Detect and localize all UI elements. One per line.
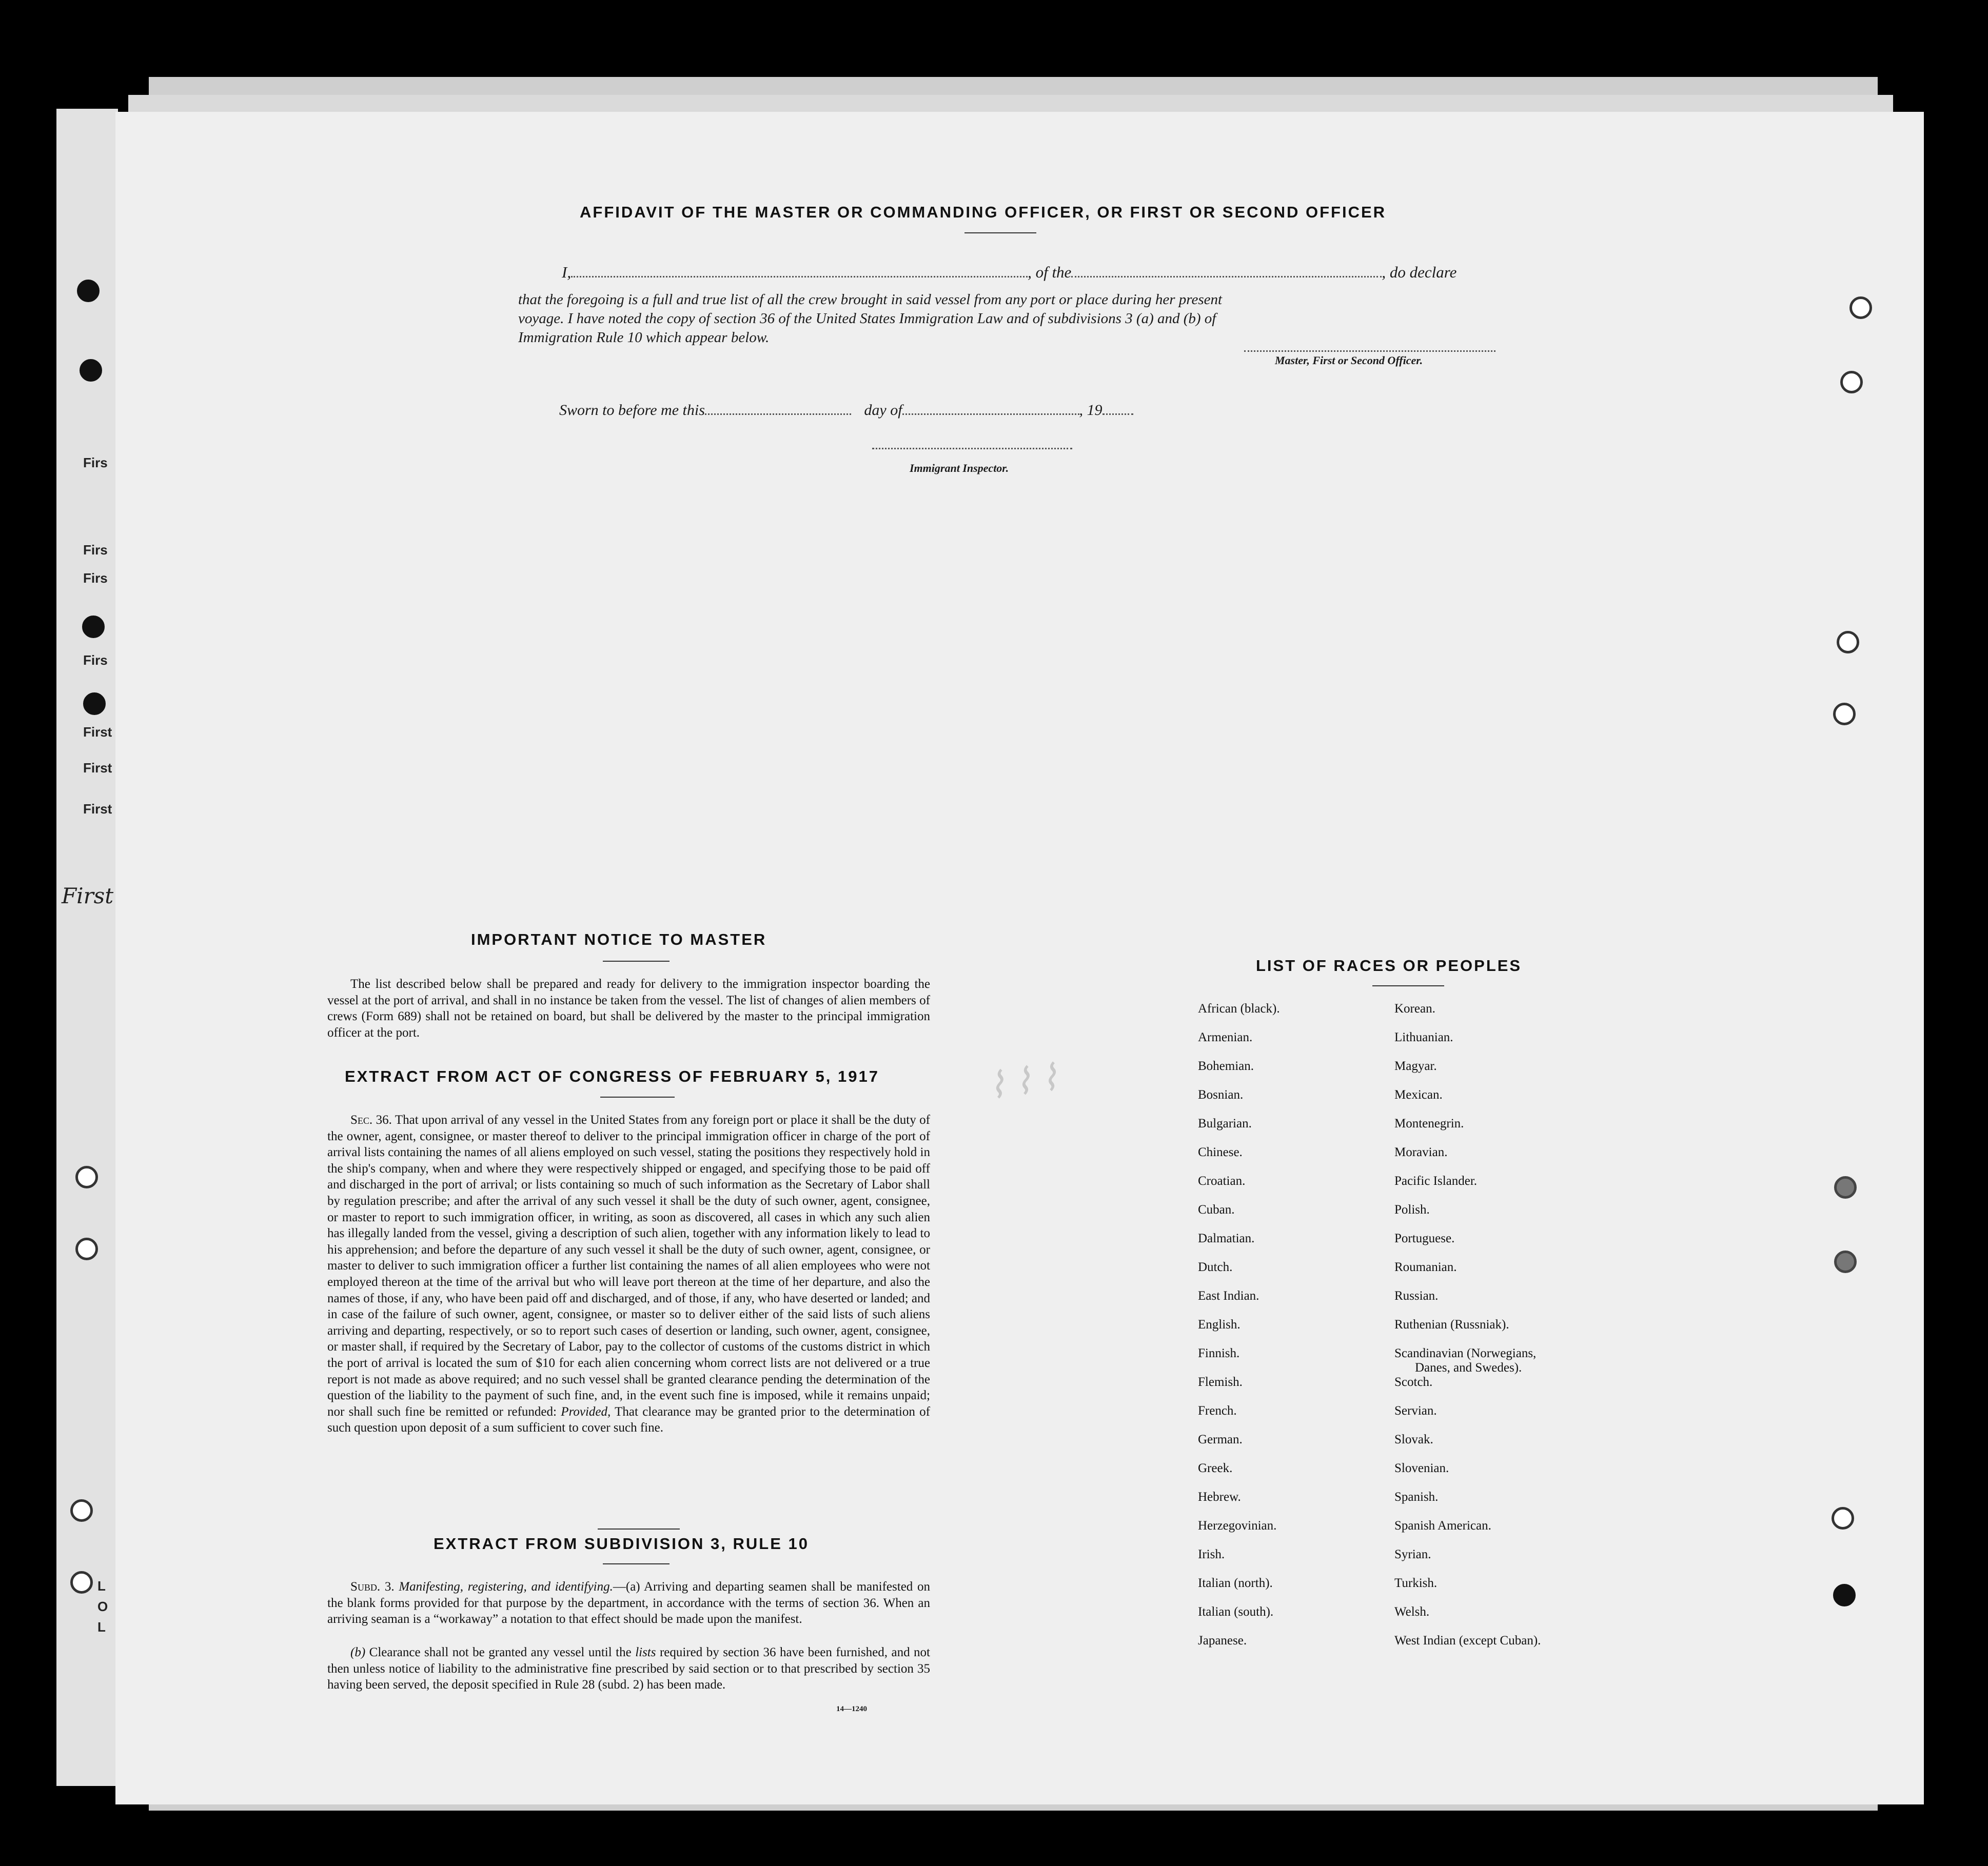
margin-first-label: Firs xyxy=(83,570,108,586)
para-b-text: Clearance shall not be granted any vessel until the xyxy=(369,1645,632,1659)
provided-word: Provided, xyxy=(561,1404,611,1419)
act-end-rule xyxy=(598,1528,680,1530)
binding-hole-icon xyxy=(1834,1250,1857,1273)
form-number: 14—1240 xyxy=(836,1705,867,1713)
bleed-through-mark: ⌇ ⌇ ⌇ xyxy=(985,1058,1061,1107)
signature-caption: Master, First or Second Officer. xyxy=(1275,354,1423,367)
race-item: Danes, and Swedes). xyxy=(1415,1361,1522,1375)
inspector-caption: Immigrant Inspector. xyxy=(910,462,1009,474)
race-item: Japanese. xyxy=(1198,1634,1247,1647)
signature-line[interactable] xyxy=(1244,350,1495,352)
rule-extract-para-a xyxy=(327,1579,930,1627)
affidavit-declaration-line xyxy=(562,263,1456,282)
affidavit-line: voyage. I have noted the copy of section 36 of the United States Immigration Law and of subdivisions 3 (a) and (b) of xyxy=(518,310,1216,327)
margin-handwritten-first: First xyxy=(62,883,114,908)
race-item: Italian (north). xyxy=(1198,1576,1273,1590)
subd-label: Subd. 3. xyxy=(350,1580,395,1594)
race-item: Polish. xyxy=(1394,1203,1430,1217)
binding-hole-icon xyxy=(1834,1176,1857,1199)
race-item: Syrian. xyxy=(1394,1547,1431,1561)
affidavit-line: Immigration Rule 10 which appear below. xyxy=(518,329,770,346)
sworn-line xyxy=(559,402,1133,419)
sworn-month-field[interactable] xyxy=(902,413,1079,415)
sworn-year-field[interactable] xyxy=(1103,413,1133,415)
margin-letter: L xyxy=(97,1619,106,1635)
binding-hole-icon xyxy=(80,359,102,382)
declaration-i: I, xyxy=(562,263,572,281)
rule-extract-para-b xyxy=(327,1644,930,1693)
sworn-year: , 19 xyxy=(1079,402,1103,419)
binding-hole-icon xyxy=(1832,1507,1854,1530)
race-item: Bulgarian. xyxy=(1198,1117,1252,1130)
rule-extract-title: EXTRACT FROM SUBDIVISION 3, RULE 10 xyxy=(434,1535,809,1553)
binding-hole-icon xyxy=(1833,703,1856,725)
act-extract-title: EXTRACT FROM ACT OF CONGRESS OF FEBRUARY 5, 1917 xyxy=(345,1067,879,1085)
race-item: German. xyxy=(1198,1433,1243,1446)
race-item: Moravian. xyxy=(1394,1145,1448,1159)
act-rule xyxy=(600,1097,675,1098)
margin-first-label: First xyxy=(83,760,112,776)
race-item: Scandinavian (Norwegians, xyxy=(1394,1346,1537,1360)
notice-body: The list described below shall be prepared and ready for delivery to the immigration inspector boarding the vessel at the port of arrival, and shall in no instance be taken from the vessel. The list of changes of alien members of crews (Form 689) shall not be retained on board, but shall be delivered by the master to the principal immigration officer at the port. xyxy=(327,977,930,1040)
race-item: Slovenian. xyxy=(1394,1461,1449,1475)
margin-first-label: First xyxy=(83,724,112,740)
affidavit-page xyxy=(115,112,1924,1804)
binding-hole-icon xyxy=(70,1571,93,1594)
race-item: Lithuanian. xyxy=(1394,1030,1453,1044)
binding-hole-icon xyxy=(75,1238,98,1260)
sworn-date-field[interactable] xyxy=(705,413,851,415)
race-item: Cuban. xyxy=(1198,1203,1235,1217)
binding-hole-icon xyxy=(1837,631,1859,653)
para-a-text: Arriving and departing seamen shall be manifested on the blank forms provided for that purpose by the department, in accordance with the terms of section 36. When an arriving seaman is a “workaway” a notation to that effect should be made upon the manifest. xyxy=(327,1580,930,1626)
race-item: Bosnian. xyxy=(1198,1088,1244,1102)
name-field[interactable] xyxy=(571,276,1028,277)
race-item: Irish. xyxy=(1198,1547,1225,1561)
title-rule xyxy=(965,232,1036,233)
binding-hole-icon xyxy=(77,280,100,302)
race-item: Portuguese. xyxy=(1394,1232,1455,1245)
race-item: Herzegovinian. xyxy=(1198,1519,1277,1533)
declaration-of: , of the xyxy=(1028,263,1072,281)
act-extract-body xyxy=(327,1112,930,1436)
race-item: West Indian (except Cuban). xyxy=(1394,1634,1541,1647)
race-item: Flemish. xyxy=(1198,1375,1243,1389)
notice-rule xyxy=(603,961,670,962)
binding-hole-icon xyxy=(1833,1584,1856,1606)
margin-first-label: Firs xyxy=(83,652,108,668)
para-b-marker: (b) xyxy=(350,1645,366,1659)
binding-hole-icon xyxy=(75,1166,98,1188)
rule-title-rule xyxy=(603,1563,670,1564)
binding-hole-icon xyxy=(70,1499,93,1522)
race-item: Mexican. xyxy=(1394,1088,1443,1102)
race-item: Montenegrin. xyxy=(1394,1117,1464,1130)
race-item: Spanish American. xyxy=(1394,1519,1491,1533)
race-item: Pacific Islander. xyxy=(1394,1174,1478,1188)
binding-hole-icon xyxy=(83,692,106,715)
race-item: Roumanian. xyxy=(1394,1260,1457,1274)
race-item: Armenian. xyxy=(1198,1030,1253,1044)
section-text-end: That clearance may be granted prior to the determination of such question upon deposit of a sum sufficient to cover such fine. xyxy=(327,1404,931,1435)
race-item: Dalmatian. xyxy=(1198,1232,1255,1245)
race-item: Russian. xyxy=(1394,1289,1439,1303)
race-item: Korean. xyxy=(1394,1002,1435,1016)
race-item: African (black). xyxy=(1198,1002,1280,1016)
races-title: LIST OF RACES OR PEOPLES xyxy=(1256,957,1522,975)
race-item: Turkish. xyxy=(1394,1576,1438,1590)
affidavit-line: that the foregoing is a full and true list of all the crew brought in said vessel from any port or place during her present xyxy=(518,291,1223,308)
vessel-field[interactable] xyxy=(1071,276,1382,277)
section-label: Sec. 36. xyxy=(350,1113,392,1127)
race-item: Bohemian. xyxy=(1198,1059,1254,1073)
margin-first-label: Firs xyxy=(83,542,108,558)
races-left-column xyxy=(1198,1002,1367,1663)
race-item: Spanish. xyxy=(1394,1490,1439,1504)
inspector-signature-line[interactable] xyxy=(872,448,1072,449)
margin-letter: O xyxy=(97,1599,108,1614)
margin-first-label: First xyxy=(83,801,112,817)
subd-heading: Manifesting, registering, and identifying. xyxy=(399,1580,613,1594)
affidavit-title: AFFIDAVIT OF THE MASTER OR COMMANDING OFFICER, OR FIRST OR SECOND OFFICER xyxy=(580,203,1387,221)
margin-first-label: Firs xyxy=(83,455,108,470)
race-item: Chinese. xyxy=(1198,1145,1243,1159)
race-item: Servian. xyxy=(1394,1404,1437,1418)
para-b-lists: lists xyxy=(635,1645,656,1659)
notice-title: IMPORTANT NOTICE TO MASTER xyxy=(471,930,767,948)
race-item: Hebrew. xyxy=(1198,1490,1241,1504)
declaration-declare: , do declare xyxy=(1382,263,1457,281)
race-item: Magyar. xyxy=(1394,1059,1437,1073)
race-item: Scotch. xyxy=(1394,1375,1433,1389)
affidavit-paragraph xyxy=(518,290,1506,347)
margin-letter: L xyxy=(97,1578,106,1594)
sworn-text: Sworn to before me this xyxy=(559,402,705,419)
race-item: East Indian. xyxy=(1198,1289,1259,1303)
race-item: Croatian. xyxy=(1198,1174,1246,1188)
race-item: French. xyxy=(1198,1404,1237,1418)
race-item: Welsh. xyxy=(1394,1605,1430,1619)
race-item: Slovak. xyxy=(1394,1433,1433,1446)
section-text: That upon arrival of any vessel in the United States from any foreign port or place it shall be the duty of the owner, agent, consignee, or master thereof to deliver to the principal immigration officer in charge of the port of arrival lists containing the names of all aliens employed on such vessel, stating the positions they respectively hold in the ship's company, when and where they were respectively shipped or engaged, and specifying those to be paid off and discharged in the port of arrival; or lists containing so much of such information as the Secretary of Labor shall by regulation prescribe; and after the arrival of any such vessel it shall be the duty of such owner, agent, consignee, or master to report to such immigration officer, in writing, as soon as discovered, all cases in which any such alien has illegally landed from the vessel, giving a description of such alien, together with any information likely to lead to his apprehension; and before the departure of any such vessel it shall be the duty of such owner, agent, consignee, or master to deliver to such immigration officer a further list containing the names of all alien employees who were not employed thereon at the time of the arrival but who will leave port thereon at the time of her departure, and also the names of those, if any, who have been paid off and discharged, and of those, if any, who have deserted or landed; and in case of the failure of such owner, agent, consignee, or master so to deliver either of the said lists of such aliens arriving and departing, respectively, or so to report such cases of desertion or landing, such owner, agent, consignee, or master shall, if required by the Secretary of Labor, pay to the collector of customs of the customs district in which the port of arrival is located the sum of $10 for each alien concerning whom correct lists are not delivered or a true report is not made as above required; and no such vessel shall be granted clearance pending the determination of the question of the liability to the payment of such fine, and, in the event such fine is imposed, while it remains unpaid; nor shall such fine be remitted or refunded: xyxy=(327,1113,930,1419)
binding-hole-icon xyxy=(1849,296,1872,319)
para-a-marker: —(a) xyxy=(613,1580,640,1594)
race-item: Dutch. xyxy=(1198,1260,1233,1274)
races-rule xyxy=(1372,985,1444,986)
sworn-day: day of xyxy=(864,402,902,419)
binding-hole-icon xyxy=(82,616,105,638)
para-b-text-end: required by section 36 have been furnished, and not then unless notice of liability to the administrative fine prescribed by said section or to that prescribed by section 35 having been served, the deposit specified in Rule 28 (subd. 2) has been made. xyxy=(327,1645,931,1692)
races-right-column xyxy=(1394,1002,1610,1663)
race-item: Greek. xyxy=(1198,1461,1233,1475)
race-item: Ruthenian (Russniak). xyxy=(1394,1318,1509,1332)
race-item: Italian (south). xyxy=(1198,1605,1274,1619)
race-item: Finnish. xyxy=(1198,1346,1240,1360)
binding-hole-icon xyxy=(1840,371,1863,393)
race-item: English. xyxy=(1198,1318,1241,1332)
